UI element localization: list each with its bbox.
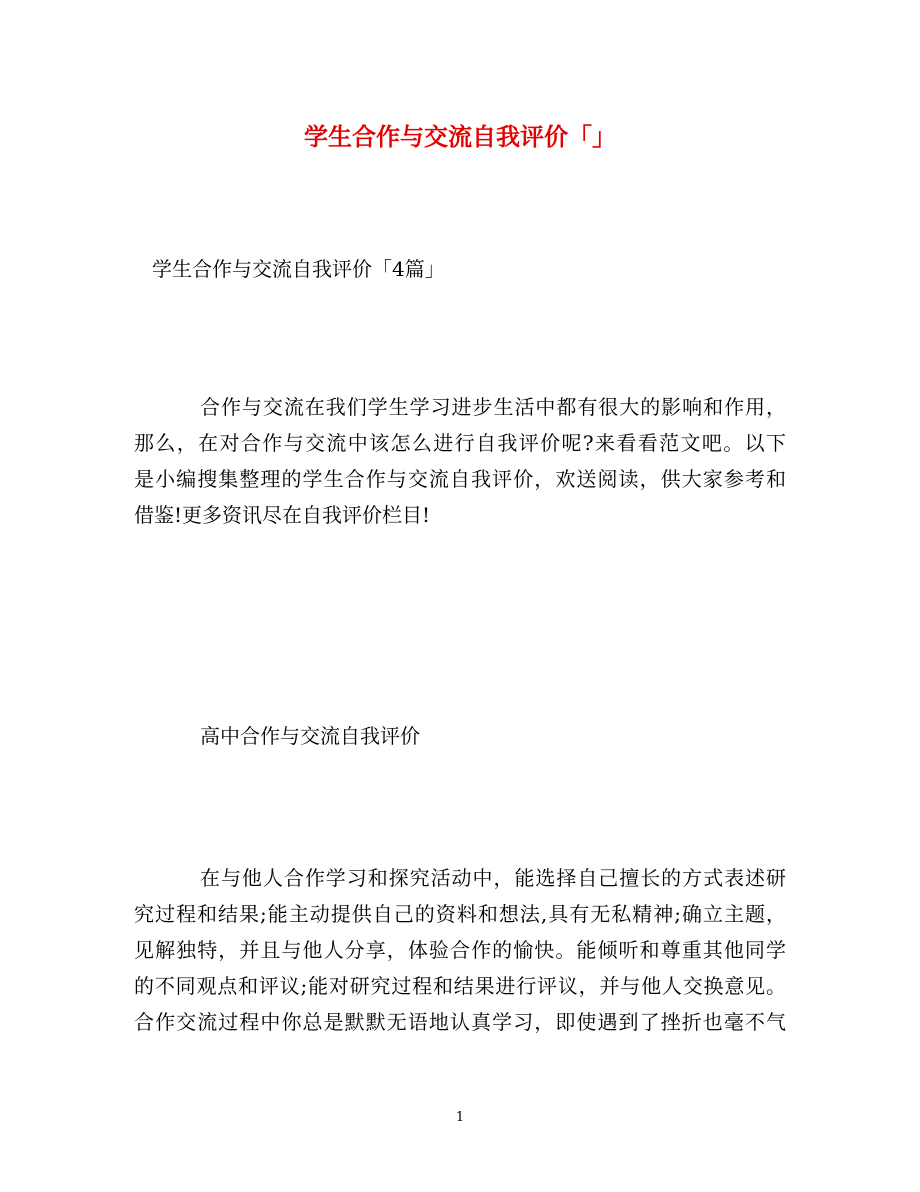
body-line: 究过程和结果;能主动提供自己的资料和想法,具有无私精神;确立主题， bbox=[134, 902, 786, 926]
document-title: 学生合作与交流自我评价「」 bbox=[304, 122, 616, 151]
intro-line: 那么，在对合作与交流中该怎么进行自我评价呢?来看看范文吧。以下 bbox=[134, 431, 786, 455]
section-heading: 高中合作与交流自我评价 bbox=[200, 724, 420, 748]
page-number: 1 bbox=[455, 1110, 465, 1125]
intro-paragraph bbox=[134, 389, 786, 533]
body-paragraph bbox=[134, 860, 786, 1040]
intro-line: 合作与交流在我们学生学习进步生活中都有很大的影响和作用， bbox=[200, 395, 786, 419]
body-line: 见解独特，并且与他人分享，体验合作的愉快。能倾听和尊重其他同学 bbox=[134, 938, 786, 962]
body-line: 在与他人合作学习和探究活动中，能选择自己擅长的方式表述研 bbox=[200, 866, 786, 890]
intro-line: 是小编搜集整理的学生合作与交流自我评价，欢送阅读，供大家参考和 bbox=[134, 467, 786, 491]
intro-line: 借鉴!更多资讯尽在自我评价栏目! bbox=[134, 503, 431, 527]
body-line: 的不同观点和评议;能对研究过程和结果进行评议，并与他人交换意见。 bbox=[134, 974, 786, 998]
document-subtitle: 学生合作与交流自我评价「4篇」 bbox=[152, 257, 445, 281]
body-line: 合作交流过程中你总是默默无语地认真学习，即使遇到了挫折也毫不气 bbox=[134, 1010, 786, 1034]
